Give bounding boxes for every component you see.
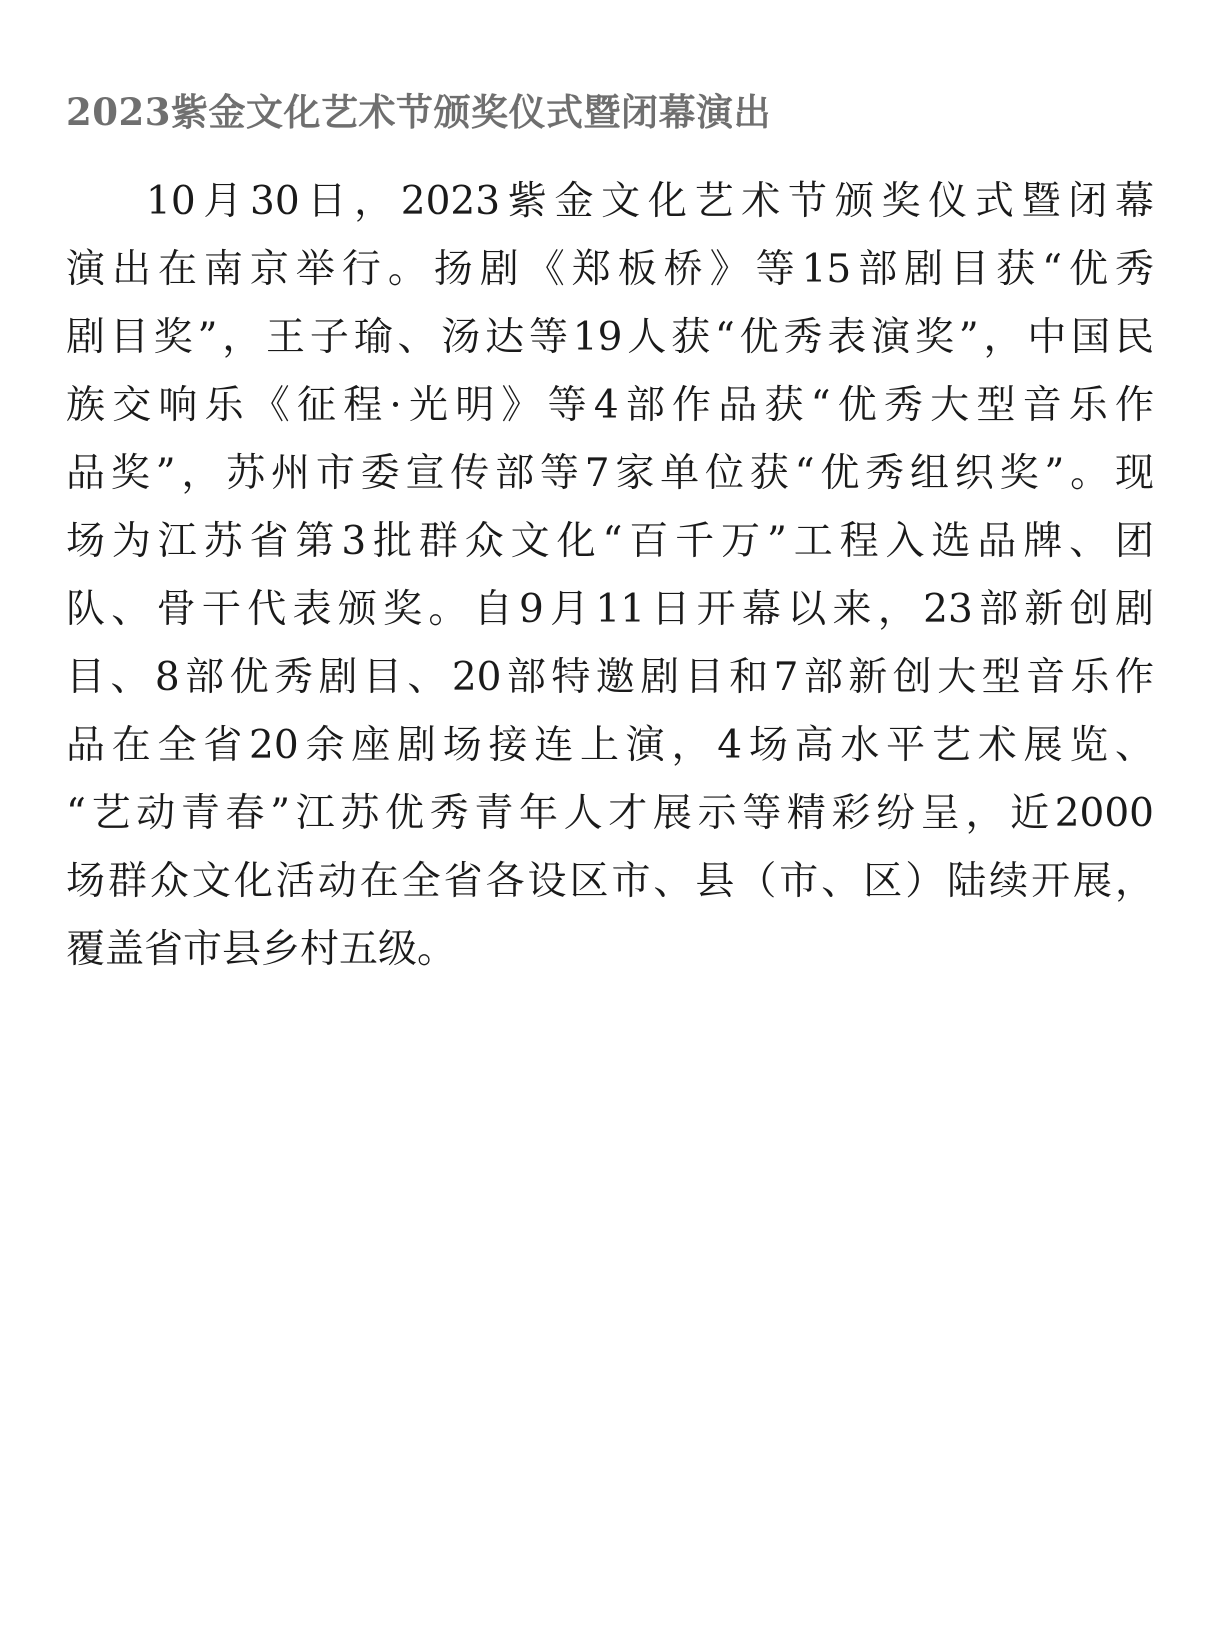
body-line-2: 演出在南京举行。扬剧《郑板桥》等15部剧目获“优秀 <box>66 247 1154 292</box>
body-line-1: 10月30日，2023紫金文化艺术节颁奖仪式暨闭幕 <box>146 179 1154 224</box>
body-line-12: 覆盖省市县乡村五级。 <box>66 927 457 972</box>
body-line-6: 场为江苏省第3批群众文化“百千万”工程入选品牌、团 <box>66 519 1154 564</box>
body-line-10: “艺动青春”江苏优秀青年人才展示等精彩纷呈，近2000 <box>66 791 1154 836</box>
body-line-9: 品在全省20余座剧场接连上演，4场高水平艺术展览、 <box>66 723 1154 768</box>
article-body <box>66 168 1154 984</box>
body-line-5: 品奖”，苏州市委宣传部等7家单位获“优秀组织奖”。现 <box>66 451 1154 496</box>
body-line-11: 场群众文化活动在全省各设区市、县（市、区）陆续开展， <box>66 859 1154 904</box>
body-line-4: 族交响乐《征程·光明》等4部作品获“优秀大型音乐作 <box>66 383 1154 428</box>
article-title: 2023紫金文化艺术节颁奖仪式暨闭幕演出 <box>66 90 771 134</box>
body-line-7: 队、骨干代表颁奖。自9月11日开幕以来，23部新创剧 <box>66 587 1154 632</box>
body-line-8: 目、8部优秀剧目、20部特邀剧目和7部新创大型音乐作 <box>66 655 1154 700</box>
body-line-3: 剧目奖”，王子瑜、汤达等19人获“优秀表演奖”，中国民 <box>66 315 1154 360</box>
